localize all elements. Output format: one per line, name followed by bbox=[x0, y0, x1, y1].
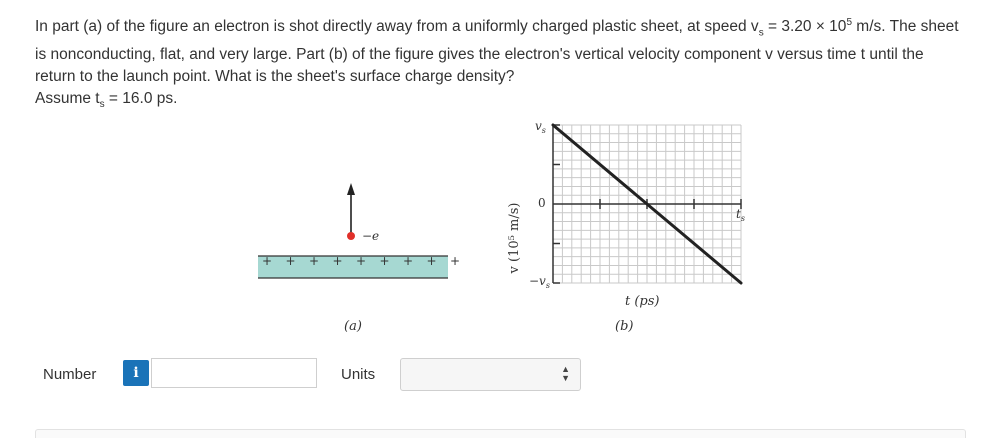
x-tick-ts: $t_s$ bbox=[736, 207, 745, 223]
y-tick-vs: $v_s$ bbox=[535, 119, 546, 135]
next-section-edge bbox=[35, 429, 966, 438]
question-line-2: is nonconducting, flat, and very large. Part (b) of the figure gives the electron's vertical velocity component v versus time t until the bbox=[35, 46, 924, 64]
plus-sign: + bbox=[332, 254, 343, 268]
select-arrows-icon: ▲ ▼ bbox=[561, 364, 570, 383]
figure-b-caption: (b) bbox=[615, 319, 634, 334]
plus-sign: + bbox=[285, 254, 296, 268]
figure-b bbox=[507, 119, 745, 334]
figure-a bbox=[258, 183, 460, 334]
plus-sign: + bbox=[262, 254, 273, 268]
problem-figure bbox=[240, 110, 760, 340]
question-line-1: In part (a) of the figure an electron is shot directly away from a uniformly charged plastic sheet, at speed $v_s = 3.20 \times 10^5$ m/s. The sheet bbox=[35, 17, 959, 39]
plus-sign: + bbox=[379, 254, 390, 268]
plus-sign: + bbox=[309, 254, 320, 268]
electron-charge-label: −e bbox=[362, 229, 380, 243]
assumption-line: Assume $t_s = 16.0$ ps. bbox=[35, 90, 178, 111]
question-text bbox=[35, 12, 975, 116]
units-select[interactable] bbox=[400, 358, 581, 391]
sheet-plus-signs bbox=[262, 254, 460, 268]
number-input[interactable] bbox=[151, 358, 317, 388]
x-axis-label: t (ps) bbox=[625, 294, 660, 309]
answer-row bbox=[0, 356, 997, 392]
plus-sign: + bbox=[426, 254, 437, 268]
y-tick-neg-vs: $-v_s$ bbox=[529, 274, 550, 290]
electron-dot bbox=[347, 232, 355, 240]
info-icon[interactable]: i bbox=[123, 360, 149, 386]
y-axis-label: v (10⁵ m/s) bbox=[507, 202, 522, 274]
figure-a-caption: (a) bbox=[344, 319, 362, 334]
plus-sign: + bbox=[403, 254, 414, 268]
number-label: Number bbox=[43, 366, 97, 383]
figure-svg bbox=[240, 110, 760, 340]
plus-sign: + bbox=[450, 254, 461, 268]
question-line-3: return to the launch point. What is the sheet's surface charge density? bbox=[35, 68, 515, 86]
y-tick-zero: 0 bbox=[538, 196, 546, 210]
plus-sign: + bbox=[356, 254, 367, 268]
arrow-head-icon bbox=[347, 183, 355, 195]
units-label: Units bbox=[341, 366, 376, 383]
